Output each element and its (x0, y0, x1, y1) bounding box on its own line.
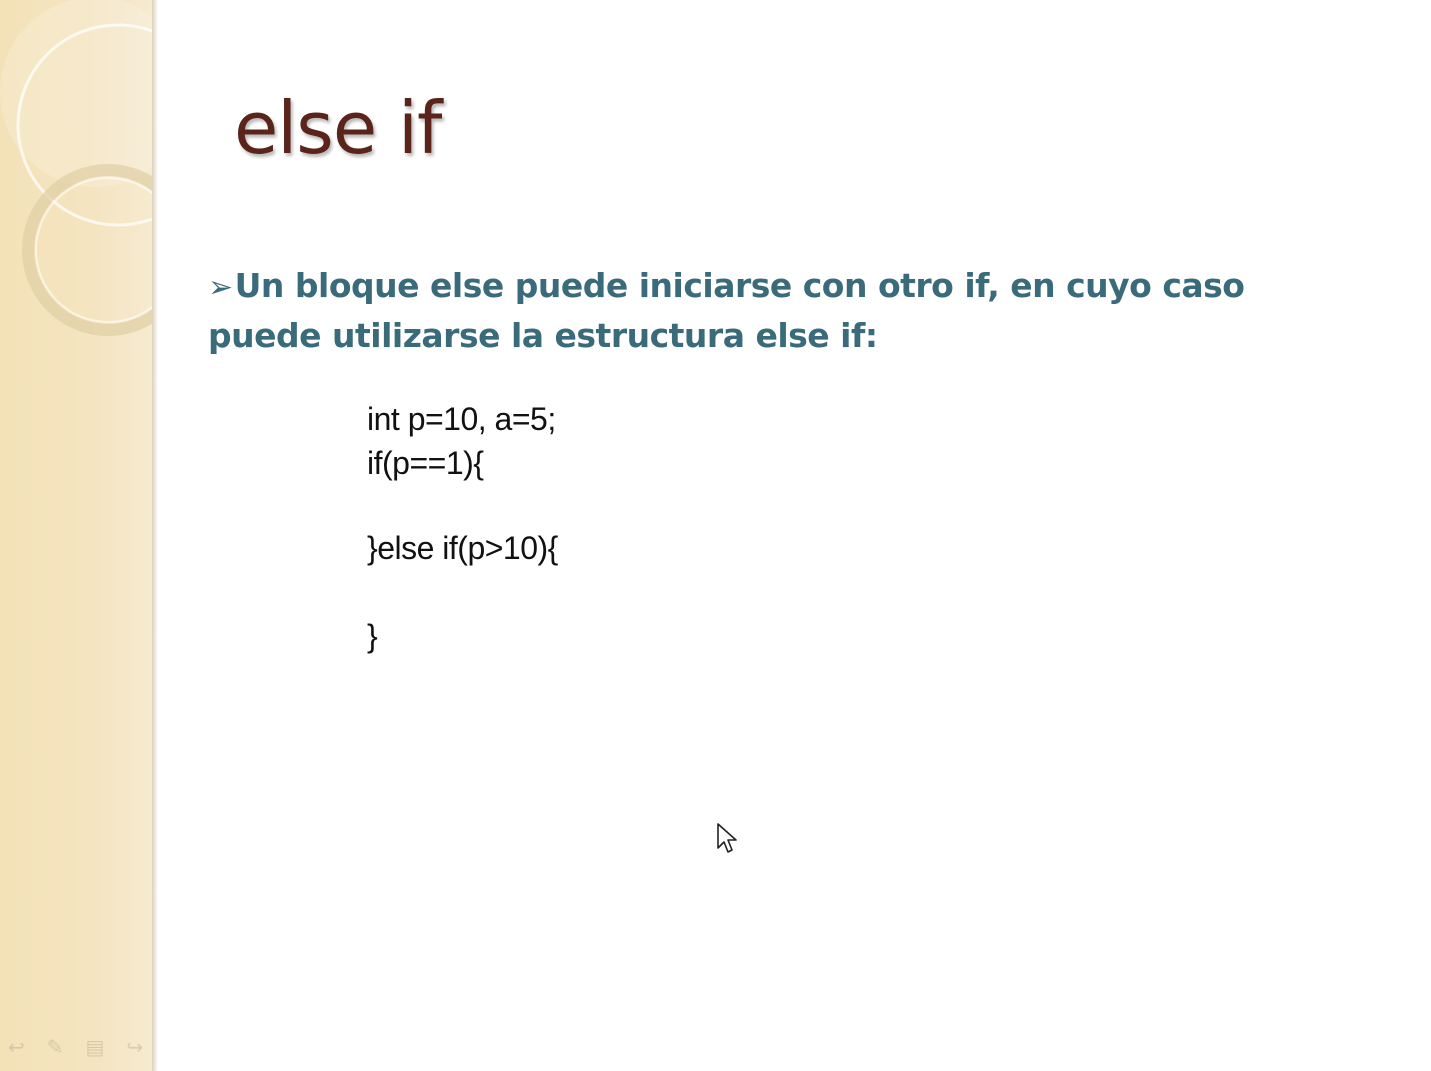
previous-icon[interactable]: ↩ (8, 1035, 25, 1059)
next-icon[interactable]: ↪ (126, 1035, 144, 1059)
bullet-line-1 (208, 262, 1308, 312)
code-line-2: if(p==1){ (367, 445, 484, 481)
bullet-text-line-2: puede utilizarse la estructura else if: (208, 316, 878, 355)
arrow-bullet-icon: ➢ (208, 270, 233, 305)
code-line-4: } (367, 618, 378, 654)
decorative-circles (0, 0, 152, 1071)
slide-nav-controls (8, 1035, 143, 1059)
code-line-1: int p=10, a=5; (367, 401, 556, 437)
bullet-paragraph (208, 262, 1308, 360)
bullet-text-line-1: Un bloque else puede iniciarse con otro if, en cuyo caso (234, 266, 1245, 305)
slide-title: else if (234, 86, 442, 170)
menu-icon[interactable]: ▤ (85, 1035, 105, 1059)
pen-icon[interactable]: ✎ (46, 1035, 64, 1059)
decorative-sidebar (0, 0, 152, 1071)
code-line-3: }else if(p>10){ (367, 530, 558, 566)
sidebar-edge-shadow (152, 0, 158, 1071)
mouse-pointer-icon (716, 822, 740, 856)
